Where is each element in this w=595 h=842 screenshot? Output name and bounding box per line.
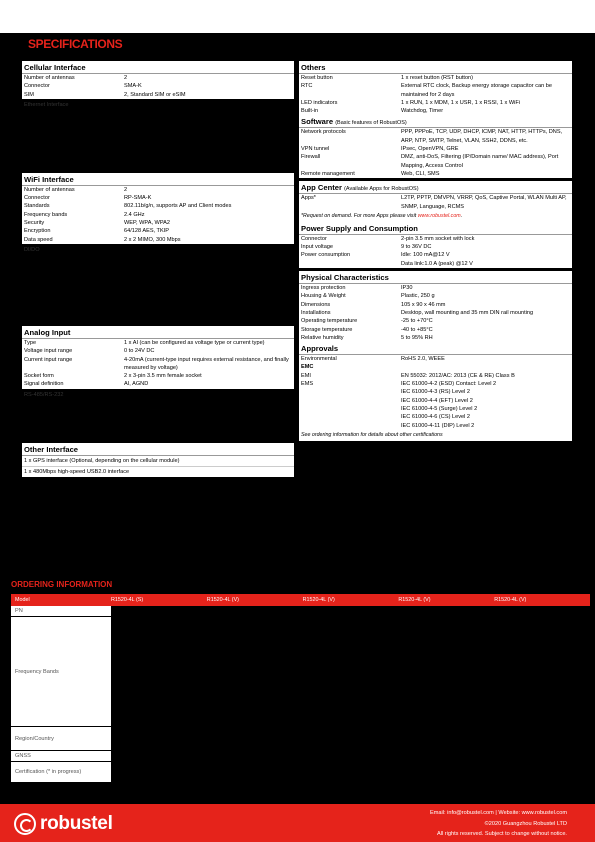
spec-row: Storage temperature -40 to +85°C [301,326,433,333]
table-row [11,762,590,783]
spec-row: Operating temperature -25 to +70°C [301,318,433,325]
table-row [11,606,590,617]
table-row [11,617,590,727]
analog-input-section [22,326,294,389]
section-title: Power Supply and Consumption [299,222,572,235]
robustel-logo [14,813,113,835]
section-title: RS-485/RS-232 [24,391,64,398]
row-label: PN [11,606,111,616]
section-title: Software (Basic features of RobustOS) [299,115,572,128]
spec-row: EMS IEC 61000-4-2 (ESD) Contact: Level 2 [301,381,497,388]
spec-row: RTC External RTC clock, Backup energy storage capacitor can be maintained for 2 days [301,83,553,98]
other-interface-section [22,443,294,478]
spec-row: Standards 802.11b/g/n, supports AP and Client modes [24,203,232,210]
app-center-section [299,181,572,222]
section-title: App Center (Available Apps for RobustOS) [299,181,572,194]
website-link[interactable]: www.robustel.com [417,212,461,219]
spec-row: Dimensions 105 x 90 x 46 mm [301,301,446,308]
section-title: Other Interface [22,443,294,456]
software-section [299,115,572,178]
spec-row: Current input range 4-20mA (current-type input requires external resistance, and finally measured by voltage) [24,356,289,371]
section-title: Approvals [299,342,572,355]
spec-row: Built-in Watchdog, Timer [301,108,444,115]
table-row [11,751,590,762]
power-section [299,222,572,268]
spec-row: Connector RP-SMA-K [24,195,152,202]
spec-row: Housing & Weight Plastic, 250 g [301,293,435,300]
row-label: Certification (* in progress) [11,762,111,782]
spec-row: Frequency bands 2.4 GHz [24,211,145,218]
spec-row: VPN tunnel IPsec, OpenVPN, GRE [301,146,459,153]
section-title: WiFi Interface [22,173,294,186]
wifi-interface-section [22,173,294,244]
approvals-section [299,342,572,441]
spec-row: Number of antennas 2 [24,186,128,193]
spec-row: Firewall DMZ, anti-DoS, Filtering (IP/Domain name/ MAC address), Port Mapping, Access Control [301,154,559,169]
table-row [11,727,590,751]
spec-row: Type 1 x AI (can be configured as voltage type or current type) [24,339,265,346]
spec-row: Remote management Web, CLI, SMS [301,170,440,177]
column-header: R1520-4L (S) [111,597,144,603]
spec-row: 1 x GPS interface (Optional, depending on the cellular module) [24,457,180,464]
spec-row: Socket form 2 x 3-pin 3.5 mm female socket [24,373,202,380]
spec-row: IEC 61000-4-5 (Surge) Level 2 [401,405,478,412]
spec-row: Encryption 64/128 AES, TKIP [24,228,169,235]
ordering-table [11,594,590,783]
column-header: R1520-4L (V) [302,597,335,603]
spec-row: Signal definition AI, AGND [24,381,149,388]
logo-mark-icon [14,813,36,835]
ordering-header-row [11,594,590,606]
spec-row: Environmental RoHS 2.0, WEEE [301,356,445,363]
spec-row: Connector SMA-K [24,83,142,90]
spec-row: Relative humidity 5 to 95% RH [301,334,433,341]
ordering-title: ORDERING INFORMATION [11,580,113,589]
footer-copyright: ©2020 Guangzhou Robustel LTD [484,820,567,827]
spec-row: IEC 61000-4-6 (CS) Level 2 [401,414,471,421]
spec-row: Connector 2-pin 3.5 mm socket with lock [301,235,475,242]
spec-row: 1 x 480Mbps high-speed USB2.0 interface [22,466,294,477]
spec-row: Voltage input range 0 to 24V DC [24,348,155,355]
spec-row: Data link:1.0 A (peak) @12 V [401,260,473,267]
footer-contact-line[interactable]: Email: info@robustel.com | Website: www.robustel.com [430,810,567,816]
section-title: Analog Input [22,326,294,339]
section-title: Cellular Interface [22,61,294,74]
row-label: Frequency Bands [11,617,111,726]
spec-row: Network protocols PPP, PPPoE, TCP, UDP, DHCP, ICMP, NAT, HTTP, HTTPs, DNS, ARP, NTP, SMTP, Telnet, VLAN, SSH2, DDNS, etc. [301,129,563,144]
spec-row: Installations Desktop, wall mounting and 35 mm DIN rail mounting [301,309,534,316]
footer-rights: All rights reserved. Subject to change without notice. [437,831,567,837]
spec-row: EMI EN 55032: 2012/AC: 2013 (CE & RE) Class B [301,372,515,379]
footer-contact [430,808,567,840]
column-header: R1520-4L (V) [494,597,527,603]
others-section [299,61,572,115]
column-header: R1520-4L (V) [206,597,239,603]
left-column [22,61,294,477]
spec-row: EMC [301,364,314,371]
column-header: Model [15,597,30,603]
logo-wordmark: robustel [40,813,113,834]
spec-row: IEC 61000-4-4 (EFT) Level 2 [401,397,473,404]
page-title: SPECIFICATIONS [28,37,123,51]
cellular-interface-section [22,61,294,99]
row-label: GNSS [11,751,111,761]
spec-row: Apps* L2TP, PPTP, DMVPN, VRRP, QoS, Captive Portal, WLAN Multi AP, SNMP, Language, RCMS [301,195,567,210]
spec-row: Power consumption Idle: 100 mA@12 V [301,252,450,259]
page-top-margin [0,0,595,33]
approvals-note: See ordering information for details about other certifications [301,431,443,438]
section-title: Others [299,61,572,74]
physical-section [299,271,572,342]
section-title: Physical Characteristics [299,271,572,284]
spec-row: Security WEP, WPA, WPA2 [24,220,170,227]
spec-row: IEC 61000-4-3 (RS) Level 2 [401,389,471,396]
right-column [299,61,572,441]
section-title: Ethernet Interface [24,101,69,108]
spec-row: Input voltage 9 to 36V DC [301,244,432,251]
spec-row: LED indicators 1 x RUN, 1 x MDM, 1 x USR, 1 x RSSI, 1 x WiFi [301,99,521,106]
spec-row: Number of antennas 2 [24,75,128,81]
column-header: R1520-4L (V) [398,597,431,603]
spec-row: Data speed 2 x 2 MIMO, 300 Mbps [24,236,181,243]
apps-note: *Request on demand. For more Apps please visit www.robustel.com. [301,212,463,219]
spec-row: Reset button 1 x reset button (RST button) [301,75,474,81]
section-title: DI/DO [24,246,40,253]
row-label: Region/Country [11,727,111,750]
spec-row: SIM 2, Standard SIM or eSIM [24,91,186,98]
spec-row: Ingress protection IP30 [301,285,413,292]
spec-row: IEC 61000-4-11 (DIP) Level 2 [401,422,475,429]
